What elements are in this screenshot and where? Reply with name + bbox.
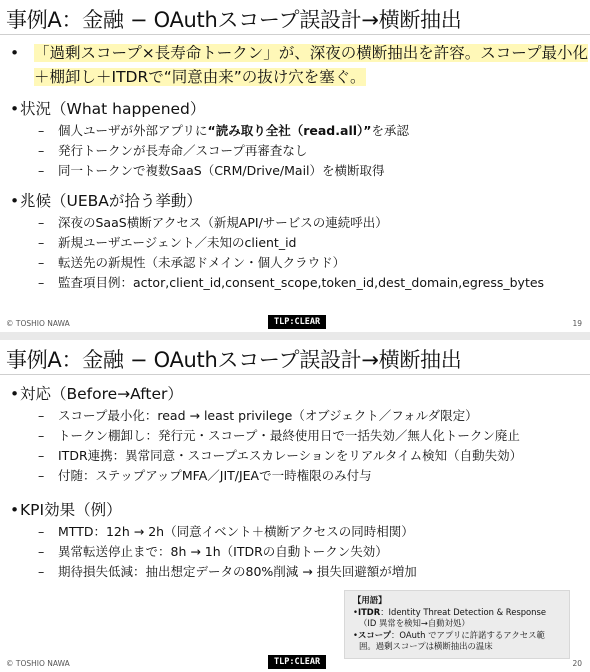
list-item-text: 同一トークンで複数SaaS（CRM/Drive/Mail）を横断取得 — [58, 163, 385, 178]
glossary-item: •ITDR：Identity Threat Detection & Response — [353, 606, 546, 617]
section-heading — [0, 97, 590, 121]
tlp-badge: TLP:CLEAR — [268, 315, 326, 329]
list-item — [0, 161, 590, 181]
glossary-term: スコープ — [357, 629, 392, 640]
slide-title: 事例A：金融 − OAuthスコープ誤設計→横断抽出 — [6, 348, 462, 372]
dash-icon: – — [38, 564, 45, 579]
dash-icon: – — [38, 163, 45, 178]
list-item — [0, 141, 590, 161]
section-heading-text: 対応（Before→After） — [20, 385, 183, 403]
key-message-text-1: 「過剰スコープ×長寿命トークン」が、深夜の横断抽出を許容。スコープ最小化 — [34, 44, 588, 62]
list-item-text: トークン棚卸し：発行元・スコープ・最終使用日で一括失効／無人化トークン廃止 — [58, 428, 520, 443]
glossary-item-cont: 囲。過剰スコープは横断抽出の温床 — [359, 641, 493, 651]
list-item-text: 個人ユーザが外部アプリに — [58, 123, 208, 138]
dash-icon: – — [38, 255, 45, 270]
dash-icon: – — [38, 143, 45, 158]
section-heading — [0, 498, 590, 522]
glossary-item-cont: （ID 異常を検知→自動対処） — [359, 618, 470, 628]
key-message — [10, 41, 588, 89]
copyright: © TOSHIO NAWA — [6, 659, 70, 668]
dash-icon: – — [38, 215, 45, 230]
dash-icon: – — [38, 408, 45, 423]
list-item-text: MTTD：12h → 2h（同意イベント＋横断アクセスの同時相関） — [58, 524, 414, 539]
dash-icon: – — [38, 123, 45, 138]
bullet-icon: • — [10, 192, 20, 210]
glossary-desc: ：Identity Threat Detection & Response — [380, 606, 546, 617]
list-item — [0, 233, 590, 253]
dash-icon: – — [38, 235, 45, 250]
list-item-text: 転送先の新規性（未承認ドメイン・個人クラウド） — [58, 255, 346, 270]
list-item-text: を承認 — [371, 123, 409, 138]
list-item-text: 発行トークンが長寿命／スコープ再審査なし — [58, 143, 308, 158]
list-item — [0, 426, 590, 446]
bullet-icon: • — [10, 44, 20, 62]
dash-icon: – — [38, 468, 45, 483]
bullet-icon: • — [10, 385, 20, 403]
glossary-box — [344, 590, 570, 659]
dash-icon: – — [38, 275, 45, 290]
list-item-bold: “読み取り全社（read.all）” — [207, 123, 372, 138]
list-item — [0, 213, 590, 233]
key-message-line-2 — [0, 65, 582, 89]
section-heading — [0, 189, 590, 213]
key-message-line-1 — [0, 41, 588, 65]
list-item-text: ITDR連携：異常同意・スコープエスカレーションをリアルタイム検知（自動失効） — [58, 448, 523, 463]
glossary-term: ITDR — [357, 606, 381, 617]
glossary-heading: 【用語】 — [353, 595, 387, 605]
list-item-text: 期待損失低減：抽出想定データの80%削減 → 損失回避額が増加 — [58, 564, 417, 579]
slide-20 — [0, 340, 590, 672]
list-item-text: スコープ最小化：read → least privilege（オブジェクト／フォルダ限定） — [58, 408, 478, 423]
dash-icon: – — [38, 448, 45, 463]
copyright: © TOSHIO NAWA — [6, 319, 70, 328]
slide-footer — [0, 652, 590, 672]
section-heading-text: 兆候（UEBAが拾う挙動） — [20, 192, 202, 210]
dash-icon: – — [38, 544, 45, 559]
list-item-text: 新規ユーザエージェント／未知のclient_id — [58, 235, 297, 250]
title-divider — [0, 374, 590, 375]
bullet-icon: • — [10, 100, 20, 118]
list-item — [0, 273, 590, 293]
section-heading — [0, 382, 590, 406]
section-heading-text: KPI効果（例） — [20, 501, 122, 519]
key-message-text-2: ＋棚卸し＋ITDRで“同意由来”の抜け穴を塞ぐ。 — [34, 68, 366, 86]
dash-icon: – — [38, 428, 45, 443]
list-item — [0, 466, 590, 486]
page-number: 20 — [572, 659, 582, 668]
section-heading-text: 状況（What happened） — [20, 100, 206, 118]
title-divider — [0, 34, 590, 35]
dash-icon: – — [38, 524, 45, 539]
slide-title: 事例A：金融 − OAuthスコープ誤設計→横断抽出 — [6, 8, 462, 32]
list-item-text: 付随：ステップアップMFA／JIT/JEAで一時権限のみ付与 — [58, 468, 372, 483]
list-item — [0, 562, 590, 582]
list-item-text: 異常転送停止まで：8h → 1h（ITDRの自動トークン失効） — [58, 544, 388, 559]
list-item — [0, 522, 590, 542]
list-item — [0, 542, 590, 562]
list-item-text: 深夜のSaaS横断アクセス（新規API/サービスの連続呼出） — [58, 215, 388, 230]
slide-content — [0, 38, 590, 293]
glossary-item: •スコープ：OAuth でアプリに許諾するアクセス範 — [353, 629, 545, 640]
list-item — [0, 253, 590, 273]
tlp-badge: TLP:CLEAR — [268, 655, 326, 669]
list-item-text: 監査項目例：actor,client_id,consent_scope,token_id,dest_domain,egress_bytes — [58, 275, 545, 290]
slide-content — [0, 378, 590, 582]
list-item — [0, 406, 590, 426]
slide-footer — [0, 312, 590, 332]
list-item — [0, 121, 590, 141]
slide-19 — [0, 0, 590, 332]
glossary-desc: ：OAuth でアプリに許諾するアクセス範 — [391, 629, 545, 640]
list-item — [0, 446, 590, 466]
page-number: 19 — [572, 319, 582, 328]
bullet-icon: • — [10, 501, 20, 519]
